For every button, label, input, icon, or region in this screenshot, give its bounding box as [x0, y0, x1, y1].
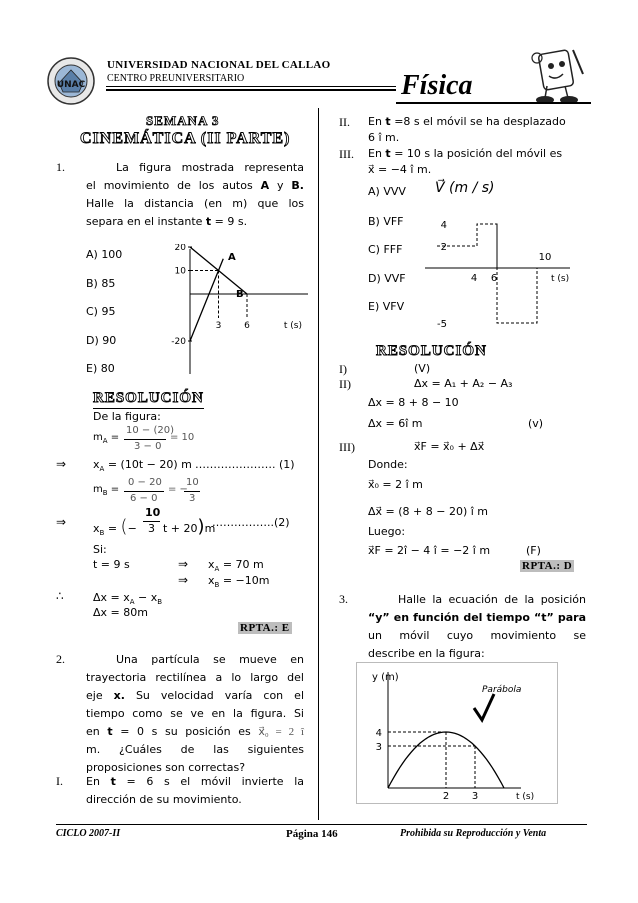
p2-prop2-text2: =8 s el móvil se ha desplazado [394, 115, 566, 128]
p2-x-axis-label: t (s) [551, 274, 570, 284]
p3-line4: describe en la figura: [368, 647, 485, 660]
p1-xb-res: $x_B = -10m$ [208, 574, 270, 590]
p1-xb-res-val: = −10m [222, 574, 270, 587]
p1-ma-den: 3 − 0 [134, 441, 162, 452]
p1-x-tick-label: 6 [244, 321, 250, 331]
p1-xa-res-val: = 70 m [222, 558, 264, 571]
p3-y-tick-label: 3 [375, 742, 382, 753]
p1-therefore: ∴ [56, 589, 64, 603]
p2-prop3-line2: x⃗ = −4 î m. [368, 163, 432, 176]
p3-chart [356, 662, 556, 802]
p1-line2-a: el movimiento de los autos [86, 179, 253, 192]
p3-chart-title: Parábola [482, 685, 522, 695]
p2-line5-b: = 0 s su posición es [120, 725, 251, 738]
p1-xa-dots: …………………. (1) [195, 458, 295, 471]
p1-x-axis-label: t (s) [283, 321, 302, 331]
p1-ma: $m_A$ = [93, 432, 120, 445]
p1-fig-intro: De la figura: [93, 410, 161, 423]
p1-xb-res-sub: B [214, 581, 220, 590]
p2-resolution-title: RESOLUCIÓN [376, 343, 487, 359]
footer-page: Página 146 [286, 828, 338, 840]
university-logo [46, 56, 96, 106]
p2-y-tick-label: 4 [440, 220, 447, 231]
p1-y: y [277, 179, 284, 192]
p2-option-b: B) VFF [368, 215, 404, 228]
p2-y-tick-label: -5 [437, 319, 447, 330]
p1-t9: t = 9 s [93, 558, 130, 571]
p1-mb: $m_B$ = [93, 484, 120, 497]
p3-x-tick-label: 3 [471, 791, 479, 802]
p1-y-tick-label: 20 [174, 244, 186, 253]
p2-line2: trayectoria rectilínea a lo largo del [86, 671, 304, 684]
p2-option-a: A) VVV [368, 185, 406, 198]
p1-ma-val: = 10 [170, 432, 195, 443]
p1-implies-3: ⇒ [178, 557, 189, 571]
topic-title: CINEMÁTICA (II PARTE) [80, 130, 291, 147]
p1-option-a: A) 100 [86, 248, 123, 261]
p2-prop2-line2: 6 î m. [368, 131, 400, 144]
p2-line6: m. ¿Cuáles de las siguientes [86, 743, 304, 756]
p2-prop3-en: En [368, 147, 382, 160]
p2-x-tick-label: 10 [538, 252, 552, 263]
footer-notice: Prohibida su Reproducción y Venta [400, 828, 547, 839]
p3-parabola-marker [474, 694, 494, 720]
p1-car-b: B. [291, 179, 304, 192]
p1-option-e: E) 80 [86, 362, 115, 375]
p1-xb-unit: m [204, 522, 216, 535]
p1-xa-sub: A [99, 465, 105, 474]
p1-option-b: B) 85 [86, 277, 116, 290]
p2-r3-num: III) [339, 440, 355, 454]
p1-xb-rest-text: t + 20 [163, 522, 198, 535]
p3-chart-group [372, 672, 534, 802]
p2-r3-tag: (F) [526, 544, 541, 557]
p2-prop1-en: En [86, 775, 100, 788]
p1-implies-1: ⇒ [56, 457, 67, 471]
p3-text [368, 591, 586, 663]
p2-option-c: C) FFF [368, 243, 403, 256]
header-rule [106, 86, 396, 87]
p2-text [86, 651, 304, 777]
p2-y-axis-label: V⃗ (m / s) [435, 180, 495, 196]
p2-r3-eq: x⃗F = x⃗₀ + Δx⃗ [414, 440, 485, 453]
p2-prop2-num: II. [339, 115, 350, 129]
p2-option-d: D) VVF [368, 272, 406, 285]
p1-chart-group [171, 244, 308, 374]
p2-r3-l4: x⃗F = 2î − 4 î = −2 î m [368, 544, 491, 557]
p1-dx2: Δx = 80m [93, 606, 148, 619]
p1-implies-2: ⇒ [56, 515, 67, 529]
p3-line1: Halle la ecuación de la posición [398, 593, 586, 606]
p1-number: 1. [56, 160, 65, 174]
p2-line4: tiempo como se ve en la figura. Si [86, 707, 304, 720]
column-divider [318, 108, 319, 820]
p1-answer: RPTA.: E [240, 622, 290, 634]
p1-y-tick-label: 10 [174, 266, 186, 277]
svg-text:UNAC: UNAC [56, 80, 86, 90]
p1-mb-lhs: m [93, 484, 103, 495]
p1-xa-lhs: x [93, 458, 100, 471]
p1-xb-dots: ……………..(2) [212, 516, 290, 529]
p1-xb-num: 10 [145, 506, 161, 519]
p2-line5 [86, 723, 304, 741]
p1-dx1: $\Delta x = x_A - x_B$ [93, 591, 163, 607]
p2-line3-b: Su velocidad varía con el [135, 689, 304, 702]
p1-car-a: A [260, 179, 270, 192]
footer-cycle: CICLO 2007-II [56, 828, 121, 839]
p2-donde: Donde: [368, 458, 408, 471]
p2-r1-num: I) [339, 362, 347, 376]
p2-line3 [86, 687, 304, 705]
p1-series-label-b: B [236, 289, 244, 300]
p1-mb-sub: B [102, 489, 108, 497]
header-rule-thick [106, 89, 396, 91]
p2-prop2-t: t [385, 115, 391, 128]
p2-eje: eje [86, 689, 103, 702]
center-name: CENTRO PREUNIVERSITARIO [107, 73, 245, 84]
p1-line1: La figura mostrada representa [116, 161, 304, 174]
p2-line1: Una partícula se mueve en [116, 653, 304, 666]
p1-xb-sub: B [99, 529, 105, 538]
p3-line3: un móvil cuyo movimiento se [368, 629, 586, 642]
university-name: UNIVERSIDAD NACIONAL DEL CALLAO [107, 59, 331, 71]
p2-r3-l3: Δx⃗ = (8 + 8 − 20) î m [368, 505, 489, 518]
p2-r2-l2: Δx = 8 + 8 − 10 [368, 396, 459, 409]
p1-series-label-a: A [228, 252, 236, 263]
p1-mb-bar [124, 491, 164, 492]
p2-r2-tag: (v) [528, 417, 544, 430]
p1-mb-bar2 [184, 491, 200, 492]
p3-line2: “y” en función del tiempo “t” para [368, 611, 586, 624]
p1-mb-num2: 10 [186, 477, 199, 488]
p2-en: en [86, 725, 100, 738]
p2-r1-val: (V) [414, 362, 431, 375]
p1-ma-num: 10 − (20) [126, 425, 174, 436]
p2-r3-l2: x⃗₀ = 2 î m [368, 478, 423, 491]
p1-xa [93, 458, 192, 473]
p2-prop2-line1 [368, 115, 566, 128]
p1-xa-res-sub: A [214, 565, 220, 574]
p2-x: x. [113, 689, 125, 702]
p2-number: 2. [56, 652, 65, 666]
p1-chart [160, 244, 310, 379]
p1-mb-den2: 3 [189, 493, 196, 504]
p1-dx1-b: − x [134, 591, 158, 604]
p2-series-v [437, 224, 537, 323]
p2-x-tick-label: 4 [470, 273, 478, 284]
p1-xb-rest: t + 20)m [163, 516, 216, 537]
p1-resolution-underline [93, 408, 204, 409]
p1-ma-bar [124, 439, 166, 440]
p1-xb-lhs: x [93, 522, 100, 535]
p1-line4 [86, 213, 304, 231]
p1-ma-sub: A [102, 437, 108, 445]
p2-prop2-en: En [368, 115, 382, 128]
p1-y-tick-label: -20 [171, 337, 186, 347]
p3-y-axis-label: y (m) [372, 672, 399, 683]
p2-prop1-t: t [110, 775, 116, 788]
p1-option-d: D) 90 [86, 334, 117, 347]
p1-t: t [205, 215, 212, 228]
p2-prop1 [86, 773, 304, 809]
p2-prop1-line1 [86, 773, 304, 791]
p2-luego: Luego: [368, 525, 406, 538]
p3-x-axis-label: t (s) [516, 792, 535, 802]
p1-line2 [86, 177, 304, 195]
p1-mb-num: 0 − 20 [128, 477, 162, 488]
subject-title: Física [401, 70, 473, 101]
p2-t: t [107, 725, 113, 738]
p1-mb-den: 6 − 0 [130, 493, 158, 504]
p1-dx1-a: Δx = x [93, 591, 130, 604]
p2-r2-num: II) [339, 377, 351, 391]
p1-xa-rhs: = (10t − 20) m [107, 458, 192, 471]
p2-answer: RPTA.: D [522, 560, 573, 572]
p2-prop1-text2: = 6 s el móvil invierte la [126, 775, 305, 788]
p1-xb-den: 3 [148, 522, 155, 535]
week-title: SEMANA 3 [146, 113, 220, 128]
p1-line3: Halle la distancia (en m) que los [86, 197, 304, 210]
p1-ma-lhs: m [93, 432, 103, 443]
p2-x0: x⃗₀ = 2 î [258, 726, 305, 738]
p1-option-c: C) 95 [86, 305, 116, 318]
header-rule-right [396, 102, 591, 104]
p1-line4-a: separa en el instante [86, 215, 203, 228]
p1-text [86, 159, 304, 231]
p2-line7: proposiciones son correctas? [86, 761, 246, 774]
p2-y-tick-label: 2 [440, 242, 447, 253]
p3-x-tick-label: 2 [442, 791, 450, 802]
p2-prop3-num: III. [339, 147, 354, 161]
p2-prop1-line2: dirección de su movimiento. [86, 793, 242, 806]
p1-xb: $x_B$ = (− [93, 516, 137, 538]
p2-option-e: E) VFV [368, 300, 405, 313]
p2-x-tick-label: 6 [490, 273, 498, 284]
footer-rule [56, 824, 587, 825]
p2-chart-group [425, 178, 570, 330]
cartoon-icon [525, 44, 589, 108]
p1-xa-res: $x_A = 70$ m [208, 558, 264, 574]
p3-number: 3. [339, 592, 348, 606]
p2-prop3-line1 [368, 147, 562, 160]
p2-r2-l3: Δx = 6î m [368, 417, 423, 430]
p2-prop3-text2: = 10 s la posición del móvil es [394, 147, 563, 160]
p3-y-tick-label: 4 [375, 728, 382, 739]
p1-si: Si: [93, 543, 107, 556]
p1-x-tick-label: 3 [215, 321, 222, 331]
p1-resolution-title: RESOLUCIÓN [93, 390, 204, 406]
p2-prop3-t: t [385, 147, 391, 160]
p2-chart [425, 176, 595, 336]
p1-implies-4: ⇒ [178, 573, 189, 587]
p1-mb-eq: = − [168, 484, 188, 495]
p2-prop1-num: I. [56, 774, 63, 788]
p1-line4-b: = 9 s. [214, 215, 248, 228]
p2-r2-eq: Δx = A₁ + A₂ − A₃ [414, 377, 513, 390]
